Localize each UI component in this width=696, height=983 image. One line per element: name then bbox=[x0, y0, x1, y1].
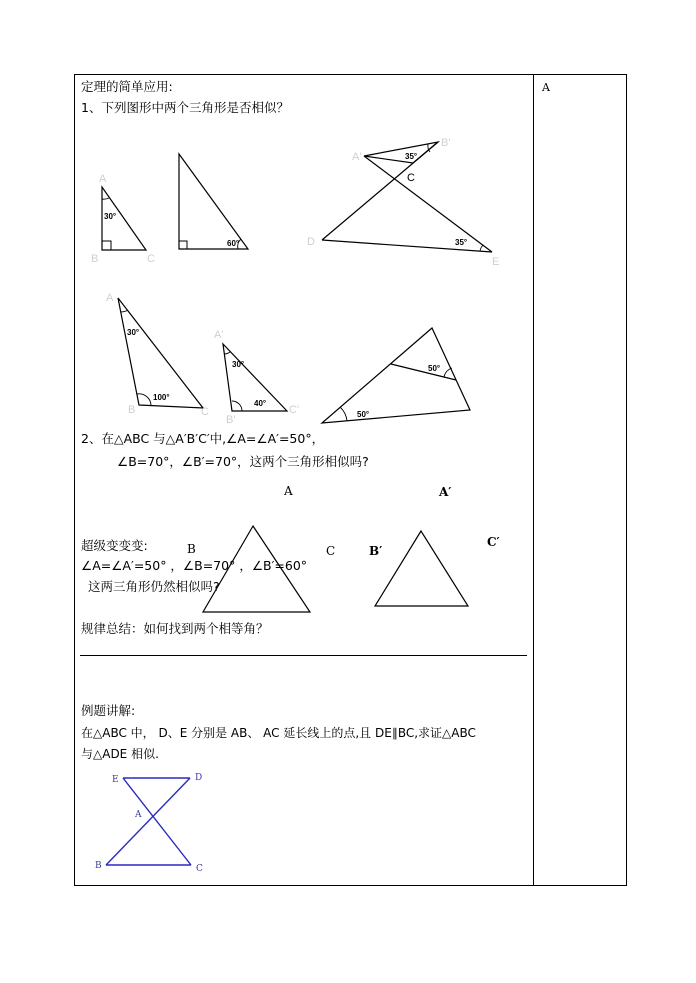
fig3-label-d: D bbox=[307, 236, 315, 248]
fig8-label-c1: C′ bbox=[487, 535, 500, 549]
fig5-angle-1: 30° bbox=[232, 360, 245, 369]
question-2-line-2: ∠B=70°，∠B′=70°，这两个三角形相似吗? bbox=[117, 454, 369, 469]
fig2-angle: 60° bbox=[227, 239, 240, 248]
fig1-label-c: C bbox=[147, 253, 155, 265]
figure-3-bowtie bbox=[307, 137, 499, 268]
super-line-1: ∠A=∠A′=50° ，∠B=70° ，∠B′=60° bbox=[81, 558, 308, 573]
fig1-angle: 30° bbox=[104, 212, 117, 221]
rule-summary: 规律总结：如何找到两个相等角？ bbox=[81, 621, 269, 636]
section-heading: 定理的简单应用: bbox=[81, 79, 173, 94]
figure-6-triangle bbox=[322, 328, 470, 423]
fig3-label-c: C bbox=[407, 172, 415, 184]
fig5-angle-2: 40° bbox=[254, 399, 267, 408]
example-line-2: 与△ADE 相似. bbox=[81, 747, 159, 761]
fig8-label-a1: A′ bbox=[439, 485, 452, 499]
fig6-angle-1: 50° bbox=[428, 364, 441, 373]
fig6-angle-2: 50° bbox=[357, 410, 370, 419]
question-1: 1、下列图形中两个三角形是否相似？ bbox=[81, 100, 289, 115]
figure-9-hourglass bbox=[95, 773, 203, 874]
fig7-label-a: A bbox=[284, 484, 293, 498]
figure-1-triangle bbox=[91, 173, 155, 265]
example-line-1: 在△ABC 中， D、E 分别是 AB、 AC 延长线上的点,且 DE∥BC,求证△ABC bbox=[81, 726, 476, 740]
fig8-label-b1: B′ bbox=[369, 544, 383, 558]
fig4-label-a: A bbox=[106, 292, 114, 304]
fig5-label-a1: A' bbox=[214, 329, 224, 341]
fig9-label-c: C bbox=[196, 864, 203, 874]
section-separator bbox=[80, 655, 527, 656]
fig4-label-b: B bbox=[128, 404, 136, 416]
fig9-label-b: B bbox=[95, 861, 102, 871]
fig7-label-b: B bbox=[187, 542, 196, 556]
fig4-label-c: C bbox=[201, 406, 209, 418]
fig4-angle-1: 30° bbox=[127, 328, 140, 337]
right-column-text: A bbox=[542, 81, 550, 94]
fig4-angle-2: 100° bbox=[153, 393, 170, 402]
figure-5-triangle bbox=[214, 329, 299, 426]
fig9-label-e: E bbox=[112, 775, 119, 785]
fig9-label-d: D bbox=[195, 773, 203, 783]
super-heading: 超级变变变: bbox=[81, 538, 148, 553]
fig5-label-b1: B' bbox=[226, 414, 236, 426]
super-line-2: 这两三角形仍然相似吗? bbox=[88, 579, 220, 594]
fig1-label-b: B bbox=[91, 253, 99, 265]
fig1-label-a: A bbox=[99, 173, 107, 185]
fig3-label-a1: A' bbox=[352, 151, 362, 163]
question-2-line-1: 2、在△ABC 与△A′B′C′中,∠A=∠A′=50°， bbox=[81, 431, 325, 446]
figure-8-triangle bbox=[369, 485, 500, 606]
fig3-angle-1: 35° bbox=[405, 152, 418, 161]
fig3-label-b1: B' bbox=[441, 137, 451, 149]
fig5-label-c1: C' bbox=[289, 404, 300, 416]
example-heading: 例题讲解: bbox=[81, 703, 136, 718]
figure-2-triangle bbox=[179, 154, 248, 249]
fig3-label-e: E bbox=[492, 256, 500, 268]
fig3-angle-2: 35° bbox=[455, 238, 468, 247]
figure-4-triangle bbox=[106, 292, 209, 418]
fig9-label-a: A bbox=[135, 810, 142, 820]
fig7-label-c: C bbox=[326, 544, 336, 558]
